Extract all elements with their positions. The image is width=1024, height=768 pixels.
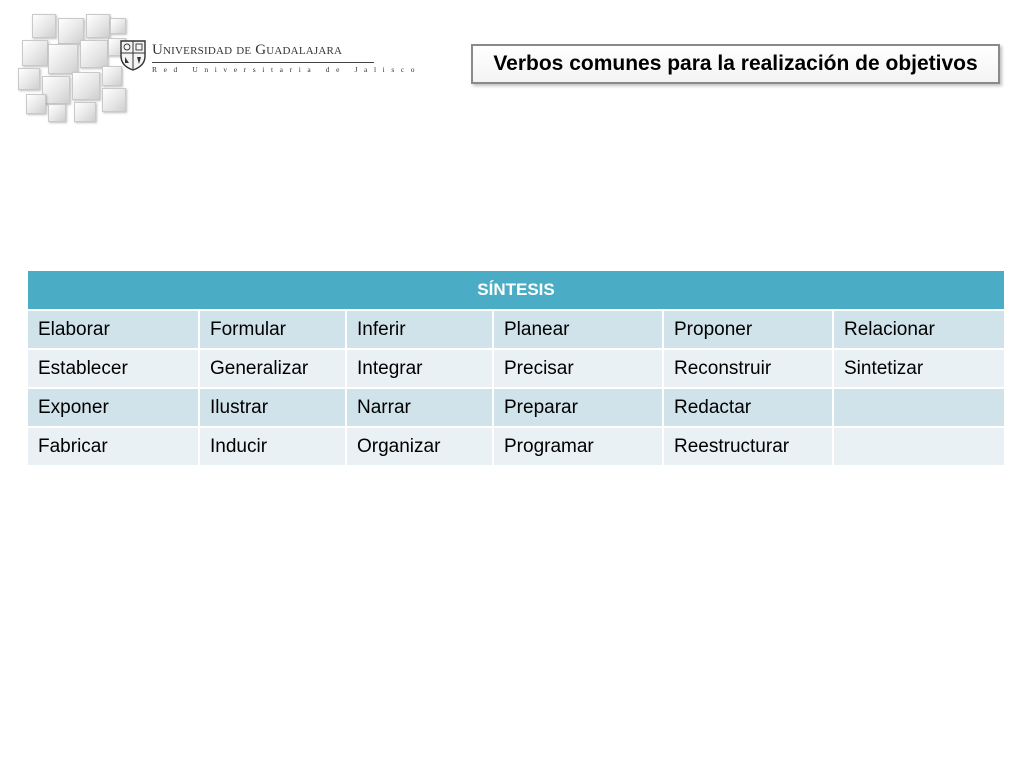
university-seal-icon xyxy=(118,38,148,72)
table-cell: Ilustrar xyxy=(200,389,347,428)
table-row xyxy=(28,350,1004,389)
university-logo xyxy=(118,38,422,78)
table-row xyxy=(28,389,1004,428)
table-header: SÍNTESIS xyxy=(28,271,1004,311)
table-cell xyxy=(834,428,1004,467)
table-cell: Fabricar xyxy=(28,428,200,467)
table-cell: Redactar xyxy=(664,389,834,428)
table-cell: Planear xyxy=(494,311,664,350)
table-cell: Proponer xyxy=(664,311,834,350)
table-header-row xyxy=(28,271,1004,311)
table-cell: Exponer xyxy=(28,389,200,428)
table-row xyxy=(28,428,1004,467)
table-row xyxy=(28,311,1004,350)
table-cell: Reconstruir xyxy=(664,350,834,389)
table-cell: Organizar xyxy=(347,428,494,467)
table-cell: Elaborar xyxy=(28,311,200,350)
table-cell: Precisar xyxy=(494,350,664,389)
table-cell: Programar xyxy=(494,428,664,467)
table-cell: Inferir xyxy=(347,311,494,350)
table-cell: Relacionar xyxy=(834,311,1004,350)
decorative-cubes xyxy=(18,14,128,122)
table-cell: Establecer xyxy=(28,350,200,389)
table-cell: Integrar xyxy=(347,350,494,389)
logo-divider xyxy=(152,62,374,63)
table-cell: Reestructurar xyxy=(664,428,834,467)
table-cell xyxy=(834,389,1004,428)
table-cell: Generalizar xyxy=(200,350,347,389)
university-network: Red Universitaria de Jalisco xyxy=(152,65,422,74)
page-title: Verbos comunes para la realización de objetivos xyxy=(493,52,978,75)
table-cell: Sintetizar xyxy=(834,350,1004,389)
university-name: Universidad de Guadalajara xyxy=(152,42,343,58)
table-cell: Narrar xyxy=(347,389,494,428)
table-cell: Inducir xyxy=(200,428,347,467)
table-cell: Formular xyxy=(200,311,347,350)
verbs-table xyxy=(28,271,1004,467)
table-cell: Preparar xyxy=(494,389,664,428)
title-box xyxy=(471,44,1000,84)
